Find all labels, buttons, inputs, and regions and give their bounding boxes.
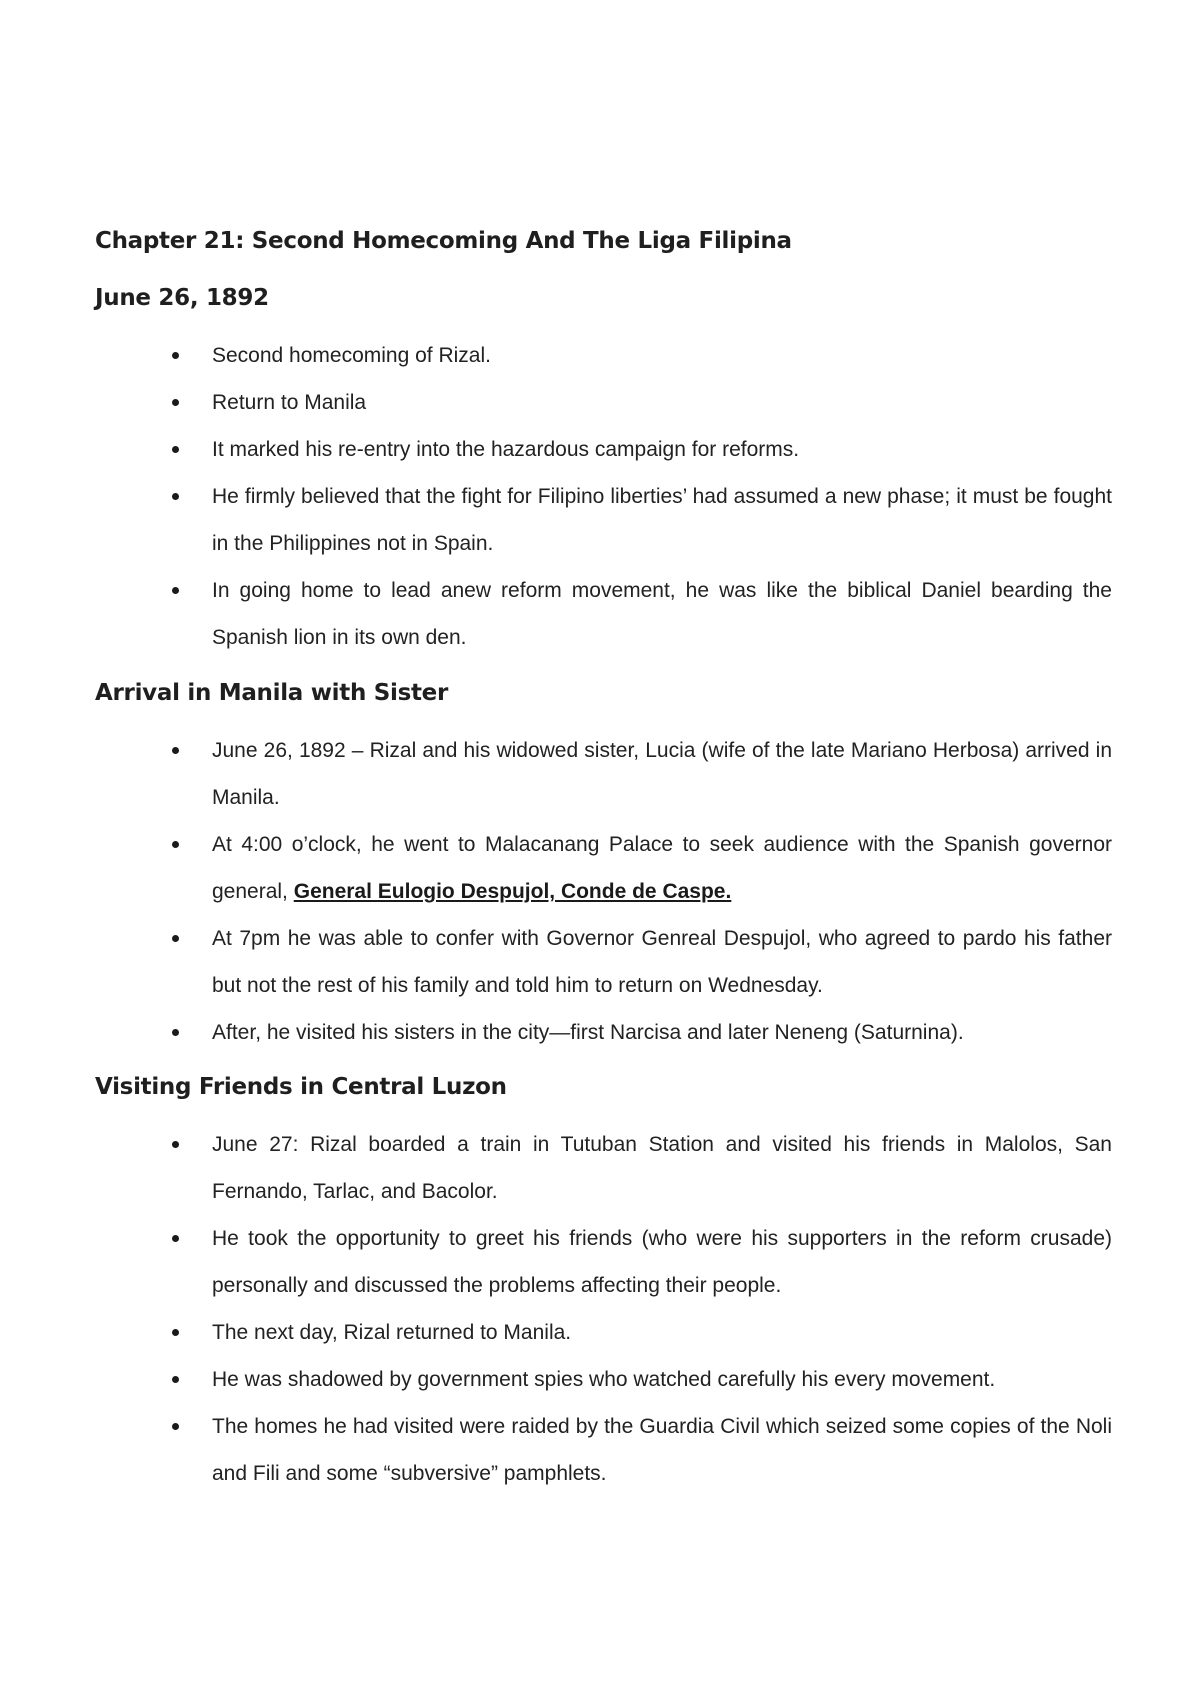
bullet-icon [172, 399, 179, 406]
bullet-icon [172, 1329, 179, 1336]
section-heading-june-26: June 26, 1892 [95, 285, 269, 311]
list-item: Second homecoming of Rizal. [0, 332, 1112, 379]
list-item: Return to Manila [0, 379, 1112, 426]
list-item: In going home to lead anew reform movement, he was like the biblical Daniel bearding the Spanish lion in its own den. [0, 567, 1112, 661]
bullet-icon [172, 1423, 179, 1430]
bullet-list-june-26 [0, 332, 1112, 661]
list-item: He was shadowed by government spies who watched carefully his every movement. [0, 1356, 1112, 1403]
list-item: The next day, Rizal returned to Manila. [0, 1309, 1112, 1356]
bullet-icon [172, 587, 179, 594]
governor-name: General Eulogio Despujol, Conde de Caspe. [293, 880, 732, 903]
bullet-icon [172, 1376, 179, 1383]
list-item: He firmly believed that the fight for Filipino liberties’ had assumed a new phase; it must be fought in the Philippines not in Spain. [0, 473, 1112, 567]
bullet-icon [172, 493, 179, 500]
list-item: It marked his re-entry into the hazardous campaign for reforms. [0, 426, 1112, 473]
bullet-icon [172, 1141, 179, 1148]
bullet-icon [172, 352, 179, 359]
section-heading-central-luzon: Visiting Friends in Central Luzon [95, 1074, 507, 1100]
bullet-list-arrival [0, 727, 1112, 1056]
list-item: After, he visited his sisters in the city—first Narcisa and later Neneng (Saturnina). [0, 1009, 1112, 1056]
list-item: June 26, 1892 – Rizal and his widowed sister, Lucia (wife of the late Mariano Herbosa) arrived in Manila. [0, 727, 1112, 821]
list-item: At 4:00 o’clock, he went to Malacanang Palace to seek audience with the Spanish governor general, General Eulogio Despujol, Conde de Caspe. [0, 821, 1112, 915]
bullet-icon [172, 935, 179, 942]
list-item: June 27: Rizal boarded a train in Tutuban Station and visited his friends in Malolos, San Fernando, Tarlac, and Bacolor. [0, 1121, 1112, 1215]
bullet-icon [172, 1029, 179, 1036]
bullet-icon [172, 1235, 179, 1242]
bullet-list-central-luzon [0, 1121, 1112, 1497]
bullet-icon [172, 446, 179, 453]
section-heading-arrival: Arrival in Manila with Sister [95, 680, 449, 706]
list-item: He took the opportunity to greet his friends (who were his supporters in the reform crusade) personally and discussed the problems affecting their people. [0, 1215, 1112, 1309]
list-item: The homes he had visited were raided by the Guardia Civil which seized some copies of the Noli and Fili and some “subversive” pamphlets. [0, 1403, 1112, 1497]
bullet-icon [172, 841, 179, 848]
list-item: At 7pm he was able to confer with Governor Genreal Despujol, who agreed to pardo his father but not the rest of his family and told him to return on Wednesday. [0, 915, 1112, 1009]
bullet-icon [172, 747, 179, 754]
chapter-title: Chapter 21: Second Homecoming And The Liga Filipina [95, 228, 792, 254]
